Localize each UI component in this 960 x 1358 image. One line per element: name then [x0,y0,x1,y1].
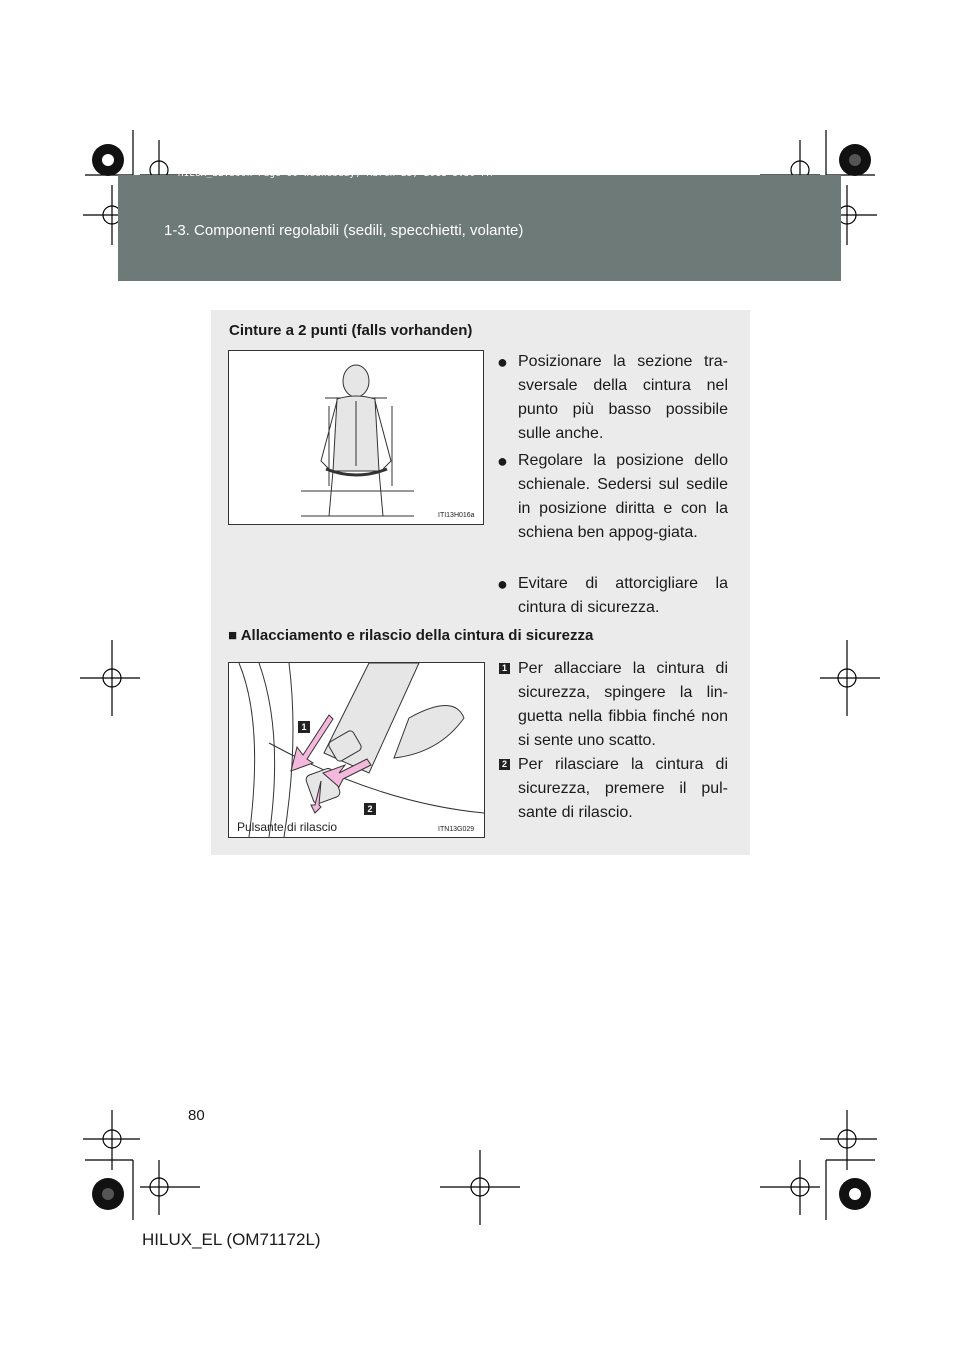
figure-code: ITI13H016a [438,512,475,519]
bullet-marker: ● [497,574,508,594]
buckle-illustration [229,663,484,837]
figure-lap-belt-illustration [228,350,484,525]
book-stamp: HILUX_EL.book Page 80 Wednesday, March 23, 2011 3:30 PM [178,169,493,179]
callout-label: 1 [301,722,307,732]
registration-target-top-left [92,144,124,176]
figure-code: ITN13G029 [438,826,475,833]
document-code: HILUX_EL (OM71172L) [142,1230,321,1249]
step-number-badge: 2 [499,759,510,770]
seated-person-illustration [229,351,483,524]
callout-label: 2 [367,804,373,814]
registration-target-bottom-right [839,1178,871,1210]
figure-caption: Pulsante di rilascio [237,820,338,834]
section-marker: ■ [228,627,238,644]
chapter-title: 1-3. Componenti regolabili (sedili, specchietti, volante) [164,222,524,239]
page-number: 80 [188,1107,205,1124]
figure-buckle-illustration [228,662,485,838]
step-text: Per rilasciare la cintura di sicurezza, premere il pul-sante di rilascio. [518,756,728,821]
step-number-badge: 1 [499,663,510,674]
bullet-text: Regolare la posizione dello schienale. Sedersi sul sedile in posizione diritta e con la schiena ben appog-giata. [518,452,728,541]
bullet-marker: ● [497,352,508,372]
section-heading-text: Allacciamento e rilascio della cintura di sicurezza [240,627,594,644]
registration-target-top-right [839,144,871,176]
section-heading-fastening [228,627,593,644]
step-text: Per allacciare la cintura di sicurezza, spingere la lin-guetta nella fibbia finché non si sente uno scatto. [518,660,728,749]
bullet-text: Posizionare la sezione tra-sversale della cintura nel punto più basso possibile sulle anche. [518,353,728,442]
bullet-text: Evitare di attorcigliare la cintura di sicurezza. [518,575,728,616]
registration-target-bottom-left [92,1178,124,1210]
subheading-2point-belts: Cinture a 2 punti (falls vorhanden) [229,322,473,339]
bullet-marker: ● [497,451,508,471]
